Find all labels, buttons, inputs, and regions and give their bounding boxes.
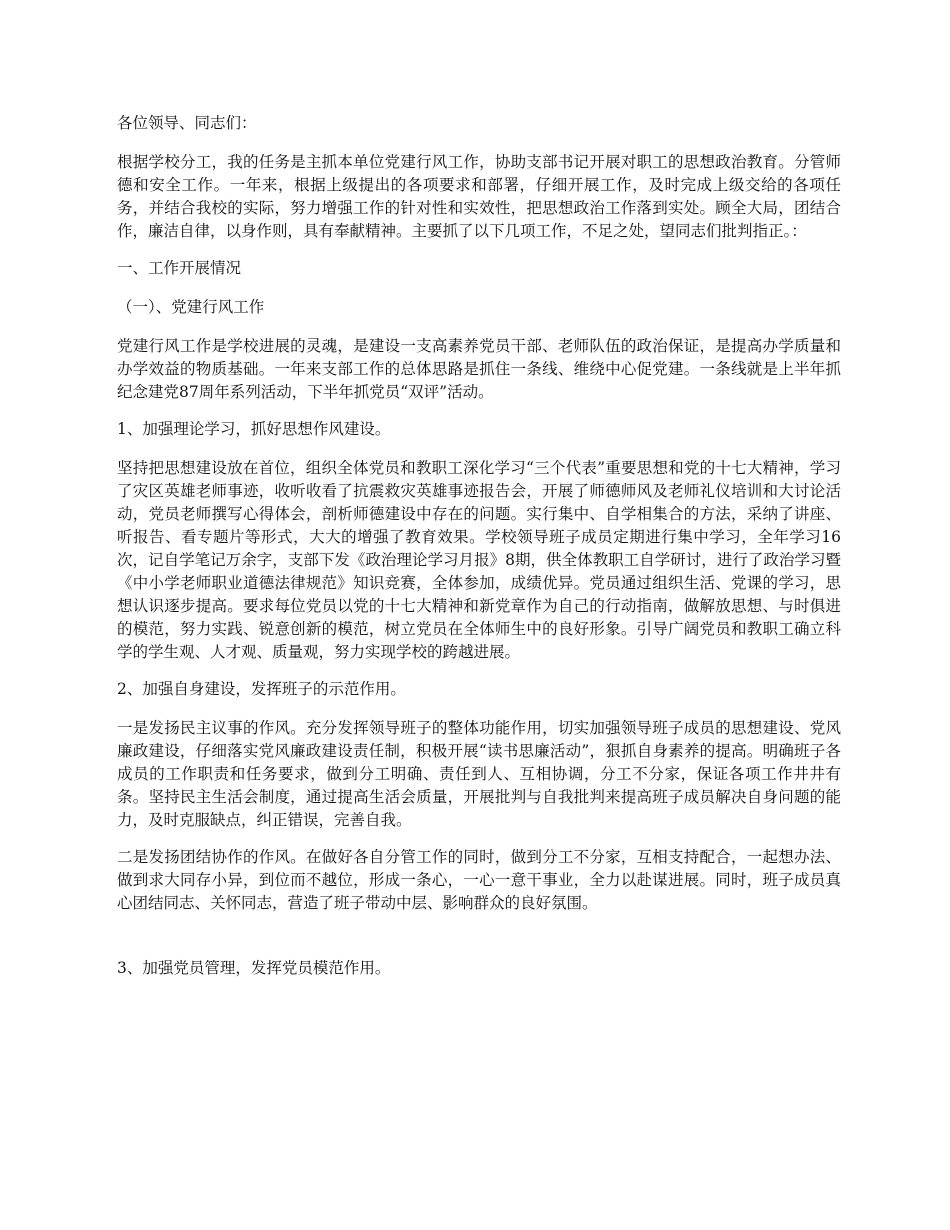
item-body-democratic-style: 一是发扬民主议事的作风。充分发挥领导班子的整体功能作用，切实加强领导班子成员的思想建设、党风廉政建设，仔细落实党风廉政建设责任制，积极开展“读书思廉活动”，狠抓自身素养的提高。明确班子各成员的工作职责和任务要求，做到分工明确、责任到人、互相协调，分工不分家，保证各项工作井井有条。坚持民主生活会制度，通过提高生活会质量，开展批判与自我批判来提高班子成员解决自身问题的能力，及时克服缺点，纠正错误，完善自我。 (117, 719, 841, 829)
item-title-theory-study: 1、加强理论学习，抓好思想作风建设。 (117, 420, 391, 438)
item-body-theory-study: 坚持把思想建设放在首位，组织全体党员和教职工深化学习“三个代表”重要思想和党的十七大精神，学习了灾区英雄老师事迹，收听收看了抗震救灾英雄事迹报告会，开展了师德师风及老师礼仪培训和大讨论活动，党员老师撰写心得体会，剖析师德建设中存在的问题。实行集中、自学相集合的方法，采纳了讲座、听报告、看专题片等形式，大大的增强了教育效果。学校领导班子成员定期进行集中学习，全年学习16次，记自学笔记万余字，支部下发《政治理论学习月报》8期，供全体教职工自学研讨，进行了政治学习暨《中小学老师职业道德法律规范》知识竞赛，全体参加，成绩优异。党员通过组织生活、党课的学习，思想认识逐步提高。要求每位党员以党的十七大精神和新党章作为自己的行动指南，做解放思想、与时俱进的模范，努力实践、锐意创新的模范，树立党员在全体师生中的良好形象。引导广阔党员和教职工确立科学的学生观、人才观、质量观，努力实现学校的跨越进展。 (117, 459, 841, 661)
salutation: 各位领导、同志们： (117, 114, 257, 132)
item-title-self-building: 2、加强自身建设，发挥班子的示范作用。 (117, 680, 406, 698)
item-title-member-management: 3、加强党员管理，发挥党员模范作用。 (117, 959, 391, 977)
section-title-work-status: 一、工作开展情况 (117, 259, 242, 277)
subsection-title-party-building: （一）、党建行风工作 (117, 298, 265, 316)
subsection-body-party-building: 党建行风工作是学校进展的灵魂，是建设一支高素养党员干部、老师队伍的政治保证，是提高办学质量和办学效益的物质基础。一年来支部工作的总体思路是抓住一条线、维绕中心促党建。一条线就是上半年抓纪念建党87周年系列活动，下半年抓党员“双评”活动。 (117, 337, 841, 401)
intro-paragraph: 根据学校分工，我的任务是主抓本单位党建行风工作，协助支部书记开展对职工的思想政治教育。分管师德和安全工作。一年来，根据上级提出的各项要求和部署，仔细开展工作，及时完成上级交给的各项任务，并结合我校的实际，努力增强工作的针对性和实效性，把思想政治工作落到实处。顾全大局，团结合作，廉洁自律，以身作则，具有奉献精神。主要抓了以下几项工作，不足之处，望同志们批判指正。： (117, 153, 841, 240)
item-body-teamwork-style: 二是发扬团结协作的作风。在做好各自分管工作的同时，做到分工不分家，互相支持配合，一起想办法、做到求大同存小异，到位而不越位，形成一条心，一心一意干事业，全力以赴谋进展。同时，班子成员真心团结同志、关怀同志，营造了班子带动中层、影响群众的良好氛围。 (117, 848, 841, 912)
document-page (117, 112, 841, 994)
